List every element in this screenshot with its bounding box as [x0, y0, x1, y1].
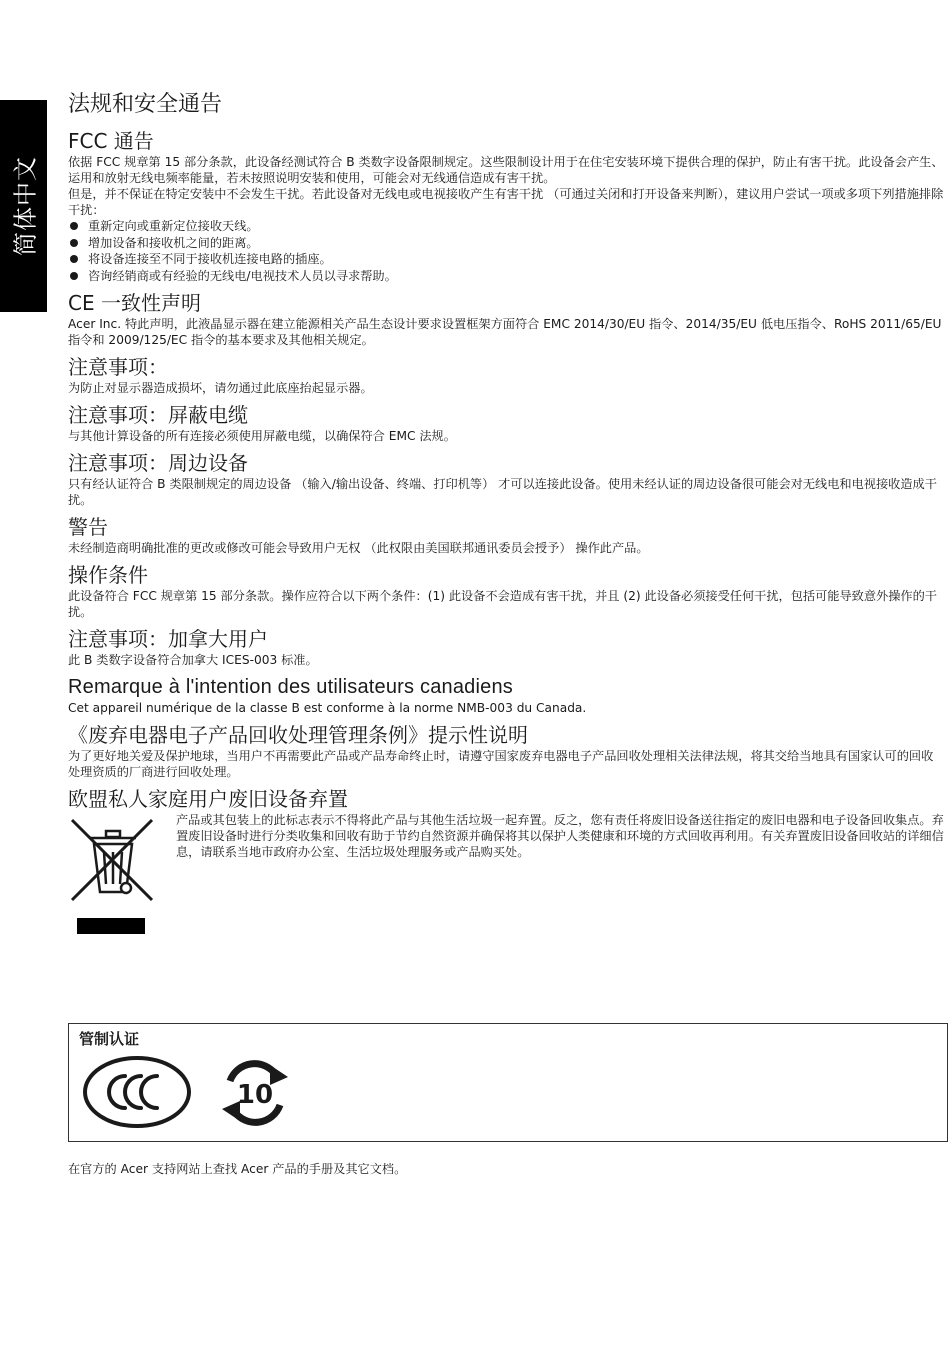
canada-fr-body: Cet appareil numérique de la classe B est conforme à la norme NMB-003 du Canada.: [68, 701, 587, 715]
page-title: 法规和安全通告: [68, 92, 223, 117]
footer-note: 在官方的 Acer 支持网站上查找 Acer 产品的手册及其它文档。: [68, 1162, 407, 1176]
ce-section: [68, 290, 945, 348]
operating-conditions-body: 此设备符合 FCC 规章第 15 部分条款。操作应符合以下两个条件：(1) 此设备不会造成有害干扰，并且 (2) 此设备必须接受任何干扰，包括可能导致意外操作的干扰。: [68, 589, 937, 619]
shielded-cable-heading: 注意事项：屏蔽电缆: [68, 403, 248, 427]
canada-fr-heading: Remarque à l'intention des utilisateurs canadiens: [68, 676, 513, 698]
notice-section: [68, 354, 945, 396]
notice-heading: 注意事项：: [68, 355, 168, 379]
weee-eu-section: [68, 812, 945, 987]
shielded-cable-section: [68, 402, 945, 444]
list-item: 将设备连接至不同于接收机连接电路的插座。: [68, 251, 945, 268]
regulatory-box: [68, 1023, 948, 1142]
weee-cn-section: [68, 722, 945, 780]
peripherals-section: [68, 450, 945, 508]
fcc-body: 依据 FCC 规章第 15 部分条款，此设备经测试符合 B 类数字设备限制规定。这些限制设计用于在住宅安装环境下提供合理的保护，防止有害干扰。此设备会产生、运用和放射无线电频率能量，若未按照说明安装和使用，可能会对无线通信造成有害干扰。: [68, 155, 944, 185]
weee-cn-body: 为了更好地关爱及保护地球，当用户不再需要此产品或产品寿命终止时，请遵守国家废弃电器电子产品回收处理相关法律法规，将其交给当地具有国家认可的回收处理资质的厂商进行回收处理。: [68, 749, 934, 779]
canada-body: 此 B 类数字设备符合加拿大 ICES-003 标准。: [68, 653, 318, 667]
ccc-logo-icon: [81, 1054, 193, 1134]
document-content: [68, 90, 945, 987]
fcc-measures-list: [68, 218, 945, 284]
ce-heading: CE 一致性声明: [68, 291, 201, 315]
peripherals-body: 只有经认证符合 B 类限制规定的周边设备 （输入/输出设备、终端、打印机等） 才可以连接此设备。使用未经认证的周边设备很可能会对无线电和电视接收造成干扰。: [68, 477, 937, 507]
ce-body: Acer Inc. 特此声明，此液晶显示器在建立能源相关产品生态设计要求设置框架方面符合 EMC 2014/30/EU 指令、2014/35/EU 低电压指令、RoHS 2011/65/EU 指令和 2009/125/EC 指令的基本要求及其他相关规定。: [68, 317, 942, 347]
crossed-out-bin-icon: [68, 816, 158, 950]
language-tab-label: 简体中文: [11, 156, 40, 256]
fcc-section: [68, 128, 945, 284]
fcc-heading: FCC 通告: [68, 129, 154, 153]
efup-10-logo-icon: [210, 1057, 300, 1133]
weee-eu-heading: 欧盟私人家庭用户废旧设备弃置: [68, 787, 348, 811]
fcc-body-2: 但是，并不保证在特定安装中不会发生干扰。若此设备对无线电或电视接收产生有害干扰 （可通过关闭和打开设备来判断），建议用户尝试一项或多项下列措施排除干扰：: [68, 187, 944, 217]
efup-number: 10: [236, 1080, 274, 1110]
list-item: 增加设备和接收机之间的距离。: [68, 235, 945, 252]
weee-cn-heading: 《废弃电器电子产品回收处理管理条例》提示性说明: [68, 723, 528, 747]
shielded-cable-body: 与其他计算设备的所有连接必须使用屏蔽电缆，以确保符合 EMC 法规。: [68, 429, 456, 443]
list-item: 重新定向或重新定位接收天线。: [68, 218, 945, 235]
warning-heading: 警告: [68, 515, 108, 539]
weee-eu-body: 产品或其包装上的此标志表示不得将此产品与其他生活垃圾一起弃置。反之，您有责任将废旧设备送往指定的废旧电器和电子设备回收集点。弃置废旧设备时进行分类收集和回收有助于节约自然资源并确保将其以保护人类健康和环境的方式回收再利用。有关弃置废旧设备回收站的详细信息，请联系当地市政府办公室、生活垃圾处理服务或产品购买处。: [176, 813, 944, 859]
canada-section: [68, 626, 945, 668]
peripherals-heading: 注意事项：周边设备: [68, 451, 248, 475]
operating-conditions-section: [68, 562, 945, 620]
regulatory-title: 管制认证: [79, 1030, 140, 1048]
canada-heading: 注意事项：加拿大用户: [68, 627, 268, 651]
canada-fr-section: [68, 674, 945, 716]
language-tab: [0, 100, 47, 312]
warning-body: 未经制造商明确批准的更改或修改可能会导致用户无权 （此权限由美国联邦通讯委员会授予） 操作此产品。: [68, 541, 649, 555]
operating-conditions-heading: 操作条件: [68, 563, 148, 587]
list-item: 咨询经销商或有经验的无线电/电视技术人员以寻求帮助。: [68, 268, 945, 285]
notice-body: 为防止对显示器造成损坏，请勿通过此底座抬起显示器。: [68, 381, 373, 395]
warning-section: [68, 514, 945, 556]
